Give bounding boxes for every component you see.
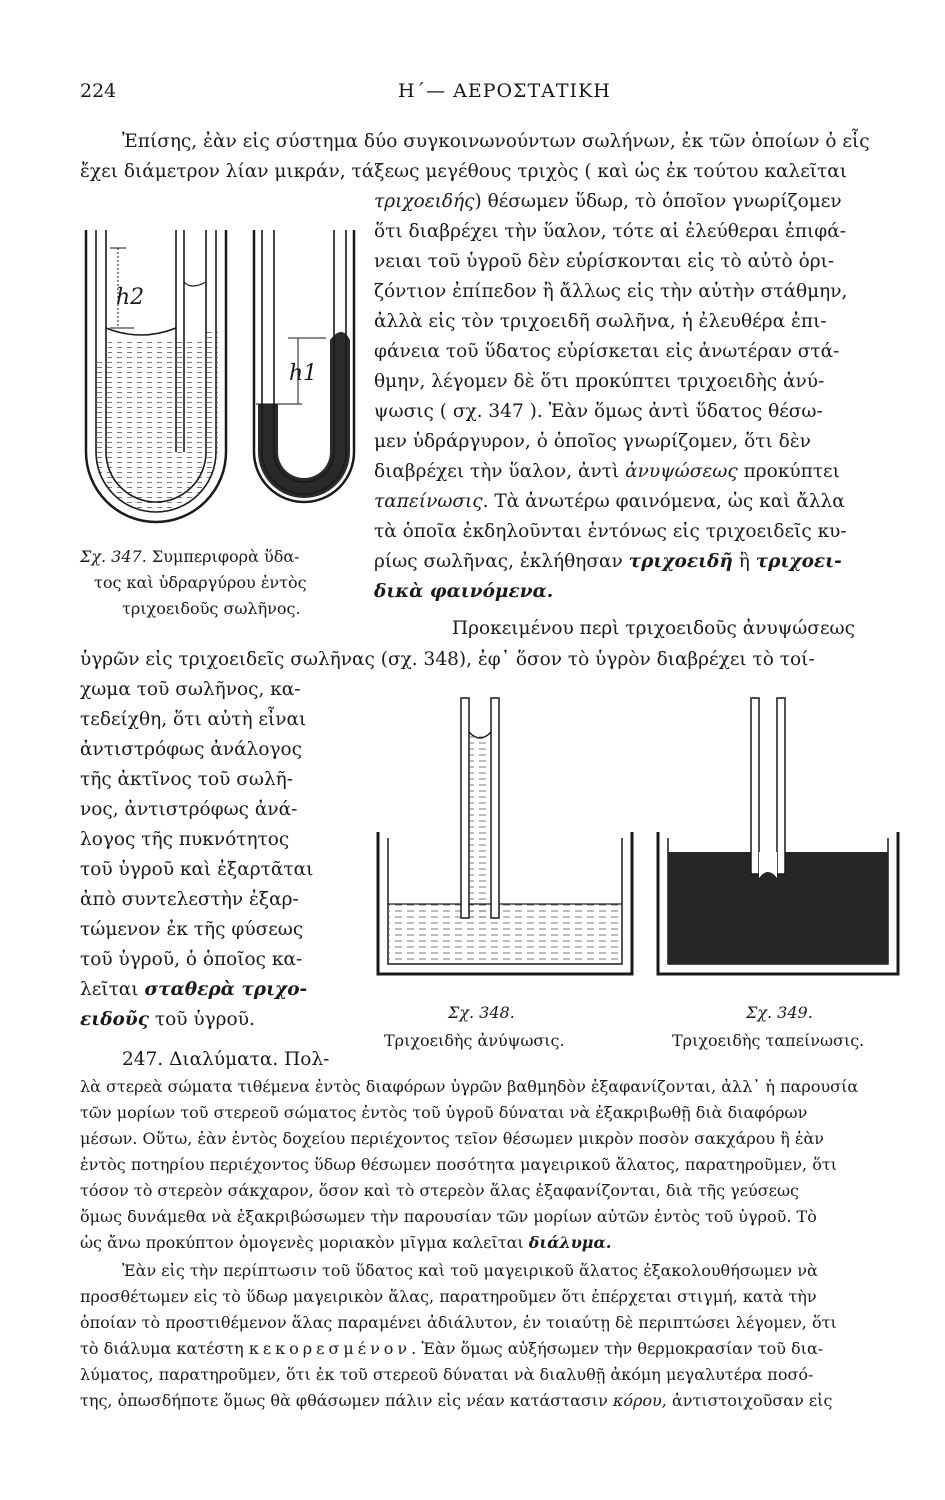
- text-line: της, ὁπωσδήποτε ὅμως θὰ φθάσωμεν πάλιν εἰς νέαν κατάστασιν κόρου, ἀντιστοιχοῦσαν εἰς: [80, 1391, 833, 1410]
- text-line: τῶν μορίων τοῦ στερεοῦ σώματος ἐντὸς τοῦ ὑγροῦ δύναται νὰ ἐξακριβωθῇ διὰ διαφόρων: [80, 1103, 808, 1122]
- text-line: τριχοειδής) θέσωμεν ὕδωρ, τὸ ὁποῖον γνωρίζομεν: [374, 191, 842, 212]
- fig348-caption-text: Τριχοειδὴς ἀνύψωσις.: [384, 1031, 565, 1050]
- page-number: 224: [80, 80, 117, 102]
- label-h1: h1: [289, 361, 318, 386]
- fig349-caption-number: Σχ. 349.: [746, 1003, 813, 1022]
- text-line: ὁποίαν τὸ προστιθέμενον ἅλας παραμένει ἀδιάλυτον, ἐν τοιαύτῃ δὲ περιπτώσει λέγομεν, ὅτι: [80, 1313, 837, 1332]
- text-line: λεῖται σταθερὰ τριχο-: [80, 979, 308, 1000]
- fig347-caption-line1: Σχ. 347. Συμπεριφορὰ ὕδα-: [80, 547, 300, 566]
- text-line: ἀπὸ συντελεστὴν ἐξαρ-: [80, 889, 299, 910]
- text-line: τὰ ὁποῖα ἐκδηλοῦνται ἐντόνως εἰς τριχοειδεῖς κυ-: [374, 521, 847, 542]
- figure-348: [370, 692, 640, 984]
- text-line: θμην, λέγομεν δὲ ὅτι προκύπτει τριχοειδὴς ἀνύ-: [374, 371, 825, 392]
- text-line: τεδείχθη, ὅτι αὐτὴ εἶναι: [80, 709, 307, 730]
- text-line: τώμενον ἐκ τῆς φύσεως: [80, 919, 304, 940]
- text-line: λὰ στερεὰ σώματα τιθέμενα ἐντὸς διαφόρων ὑγρῶν βαθμηδὸν ἐξαφανίζονται, ἀλλ᾽ ἡ παρουσία: [80, 1077, 859, 1096]
- text-line: τῆς ἀκτῖνος τοῦ σωλῆ-: [80, 769, 294, 790]
- text-line: ταπείνωσις. Τὰ ἀνωτέρω φαινόμενα, ὡς καὶ ἄλλα: [374, 491, 845, 512]
- text-line: ἔχει διάμετρον λίαν μικράν, τάξεως μεγέθους τριχὸς ( καὶ ὡς ἐκ τούτου καλεῖται: [80, 161, 848, 182]
- water-u-tube: [86, 230, 226, 522]
- text-line: λύματος, παρατηροῦμεν, ὅτι ἐκ τοῦ στερεοῦ δύναται νὰ διαλυθῇ ἀκόμη μεγαλυτέρα ποσό-: [80, 1365, 814, 1384]
- text-line: μεν ὑδράργυρον, ὁ ὁποῖος γνωρίζομεν, ὅτι δὲν: [374, 431, 811, 452]
- text-line: ἀντιστρόφως ἀνάλογος: [80, 739, 303, 760]
- fig349-caption-text: Τριχοειδὴς ταπείνωσις.: [672, 1031, 865, 1050]
- text-line: τὸ διάλυμα κατέστη κεκορεσμένον. Ἐὰν ὅμως αὐξήσωμεν τὴν θερμοκρασίαν τοῦ δια-: [80, 1339, 824, 1358]
- figure-349: [650, 692, 905, 984]
- fig347-caption-line2: τος καὶ ὑδραργύρου ἐντὸς: [94, 573, 307, 592]
- running-title: Η΄— ΑΕΡΟΣΤΑΤΙΚΗ: [398, 80, 611, 102]
- text-line: Ἐπίσης, ἐὰν εἰς σύστημα δύο συγκοινωνούντων σωλήνων, ἐκ τῶν ὁποίων ὁ εἷς: [122, 131, 870, 152]
- text-line: νειαι τοῦ ὑγροῦ δὲν εὑρίσκονται εἰς τὸ αὐτὸ ὁρι-: [374, 251, 835, 272]
- text-line: τοῦ ὑγροῦ καὶ ἐξαρτᾶται: [80, 859, 314, 880]
- italic-term: τριχοειδής: [374, 191, 475, 212]
- text-line: ψωσις ( σχ. 347 ). Ἐὰν ὅμως ἀντὶ ὕδατος θέσω-: [374, 401, 823, 422]
- text-line: ἐντὸς ποτηρίου περιέχοντος ὕδωρ θέσωμεν ποσότητα μαγειρικοῦ ἅλατος, παρατηροῦμεν, ὅτι: [80, 1155, 837, 1174]
- text-line: Προκειμένου περὶ τριχοειδοῦς ἀνυψώσεως: [452, 618, 855, 639]
- text-line: διαβρέχει τὴν ὕαλον, ἀντὶ ἀνυψώσεως προκύπτει: [374, 461, 840, 482]
- text-line: ρίως σωλῆνας, ἐκλήθησαν τριχοειδῆ ἢ τριχοει-: [374, 551, 842, 572]
- text-line: μέσων. Οὕτω, ἐὰν ἐντὸς δοχείου περιέχοντος τεῖον θέσωμεν μικρὸν ποσὸν σακχάρου ἢ ἐὰν: [80, 1129, 824, 1148]
- section-heading: 247. Διαλύματα. Πολ-: [122, 1049, 330, 1070]
- label-h2: h2: [116, 285, 145, 310]
- text-line: λογος τῆς πυκνότητος: [80, 829, 290, 850]
- text-line: ὅμως δυνάμεθα νὰ ἐξακριβώσωμεν τὴν παρουσίαν τῶν μορίων αὐτῶν ἐντὸς τοῦ ὑγροῦ. Τὸ: [80, 1207, 817, 1226]
- text-line: ὅτι διαβρέχει τὴν ὕαλον, τότε αἱ ἐλεύθεραι ἐπιφά-: [374, 221, 846, 242]
- text-line: προσθέτωμεν εἰς τὸ ὕδωρ μαγειρικὸν ἅλας, παρατηροῦμεν ὅτι ἐπέρχεται στιγμή, κατὰ τὴν: [80, 1287, 817, 1306]
- text-line: τόσον τὸ στερεὸν σάκχαρον, ὅσον καὶ τὸ στερεὸν ἅλας ἐξαφανίζονται, διὰ τῆς γεύσεως: [80, 1181, 799, 1200]
- text-line: χωμα τοῦ σωλῆνος, κα-: [80, 679, 301, 700]
- text-line: νος, ἀντιστρόφως ἀνά-: [80, 799, 298, 820]
- text-line: τοῦ ὑγροῦ, ὁ ὁποῖος κα-: [80, 949, 303, 970]
- text-line: ὡς ἄνω προκύπτον ὁμογενὲς μοριακὸν μῖγμα καλεῖται διάλυμα.: [80, 1233, 612, 1252]
- text-line: Ἐὰν εἰς τὴν περίπτωσιν τοῦ ὕδατος καὶ τοῦ μαγειρικοῦ ἅλατος ἐξακολουθήσωμεν νὰ: [122, 1261, 818, 1280]
- fig348-caption-number: Σχ. 348.: [448, 1003, 515, 1022]
- figure-347: [76, 220, 366, 540]
- text-line: ἀλλὰ εἰς τὸν τριχοειδῆ σωλῆνα, ἡ ἐλευθέρα ἐπι-: [374, 311, 827, 332]
- text-line: ειδοῦς τοῦ ὑγροῦ.: [80, 1009, 255, 1030]
- text-line: δικὰ φαινόμενα.: [374, 581, 554, 602]
- text-line: φάνεια τοῦ ὕδατος εὑρίσκεται εἰς ἀνωτέραν στά-: [374, 341, 840, 362]
- fig347-caption-line3: τριχοειδοῦς σωλῆνος.: [122, 599, 301, 618]
- text-line: ὑγρῶν εἰς τριχοειδεῖς σωλῆνας (σχ. 348), ἐφ᾽ ὅσον τὸ ὑγρὸν διαβρέχει τὸ τοί-: [80, 649, 815, 670]
- narrow-column: [80, 676, 340, 1036]
- text-line: ζόντιον ἐπίπεδον ἢ ἄλλως εἰς τὴν αὐτὴν στάθμην,: [374, 281, 848, 302]
